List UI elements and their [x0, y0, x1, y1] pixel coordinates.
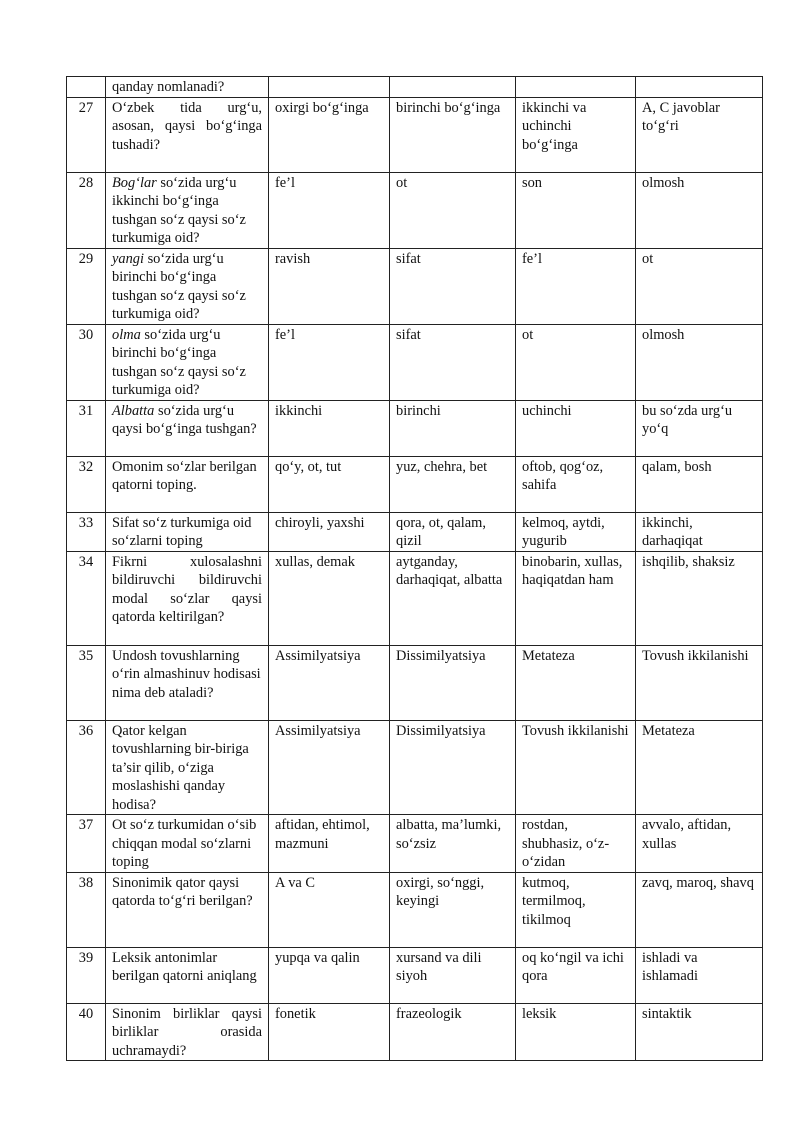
answer-d: ishqilib, shaksiz — [636, 551, 763, 645]
answer-b: oxirgi, so‘nggi, keyingi — [390, 872, 516, 947]
question-body: qanday nomlanadi? — [112, 79, 225, 95]
question-text — [106, 456, 269, 512]
question-body: O‘zbek tida urg‘u, asosan, qaysi bo‘g‘inga tushadi? — [112, 99, 262, 153]
answer-d: bu so‘zda urg‘u yo‘q — [636, 400, 763, 456]
answer-d: Tovush ikkilanishi — [636, 645, 763, 720]
table-row — [67, 947, 763, 1003]
answer-c: fe’l — [516, 248, 636, 324]
question-body: Sifat so‘z turkumiga oid so‘zlarni toping — [112, 514, 252, 549]
answer-a: aftidan, ehtimol, mazmuni — [269, 815, 390, 873]
answer-a: A va C — [269, 872, 390, 947]
answer-b: sifat — [390, 248, 516, 324]
question-number: 27 — [67, 97, 106, 172]
question-text — [106, 720, 269, 815]
answer-d: olmosh — [636, 324, 763, 400]
answer-d: sintaktik — [636, 1003, 763, 1061]
answer-a: xullas, demak — [269, 551, 390, 645]
answer-c: ikkinchi va uchinchi bo‘g‘inga — [516, 97, 636, 172]
table-row — [67, 324, 763, 400]
question-body: Sinonim birliklar qaysi birliklar orasida uchramaydi? — [112, 1005, 262, 1059]
answer-c: oftob, qog‘oz, sahifa — [516, 456, 636, 512]
question-body: Fikrni xulosalashni bildiruvchi bildiruvchi modal so‘zlar qaysi qatorda keltirilgan? — [112, 553, 262, 625]
table-row — [67, 97, 763, 172]
answer-d: olmosh — [636, 172, 763, 248]
answer-b: frazeologik — [390, 1003, 516, 1061]
answer-d — [636, 77, 763, 98]
question-number — [67, 77, 106, 98]
question-number: 39 — [67, 947, 106, 1003]
answer-a: fe’l — [269, 172, 390, 248]
table-row — [67, 400, 763, 456]
answer-b: aytganday, darhaqiqat, albatta — [390, 551, 516, 645]
question-body: Ot so‘z turkumidan o‘sib chiqqan modal so‘zlarni toping — [112, 817, 257, 870]
question-keyword: olma — [112, 326, 141, 343]
answer-c: Metateza — [516, 645, 636, 720]
question-number: 36 — [67, 720, 106, 815]
question-body: Qator kelgan tovushlarning bir-biriga ta’sir qilib, o‘ziga moslashishi qanday hodisa? — [112, 722, 249, 813]
answer-c: uchinchi — [516, 400, 636, 456]
question-number: 32 — [67, 456, 106, 512]
answer-c: leksik — [516, 1003, 636, 1061]
table-row — [67, 77, 763, 98]
answer-a: qo‘y, ot, tut — [269, 456, 390, 512]
answer-d: ishladi va ishlamadi — [636, 947, 763, 1003]
answer-a — [269, 77, 390, 98]
table-row — [67, 512, 763, 551]
answer-a: ravish — [269, 248, 390, 324]
table-row — [67, 872, 763, 947]
quiz-table — [66, 76, 763, 1061]
answer-c — [516, 77, 636, 98]
answer-c: ot — [516, 324, 636, 400]
answer-b: qora, ot, qalam, qizil — [390, 512, 516, 551]
answer-b: xursand va dili siyoh — [390, 947, 516, 1003]
question-body: Leksik antonimlar berilgan qatorni aniqlang — [112, 949, 257, 984]
table-row — [67, 456, 763, 512]
question-body: Sinonimik qator qaysi qatorda to‘g‘ri berilgan? — [112, 874, 253, 909]
question-text — [106, 324, 269, 400]
question-body: Omonim so‘zlar berilgan qatorni toping. — [112, 458, 257, 493]
question-number: 30 — [67, 324, 106, 400]
answer-a: yupqa va qalin — [269, 947, 390, 1003]
answer-a: fe’l — [269, 324, 390, 400]
question-body: so‘zida urg‘u birinchi bo‘g‘inga tushgan so‘z qaysi so‘z turkumiga oid? — [112, 326, 246, 398]
question-text — [106, 512, 269, 551]
answer-a: oxirgi bo‘g‘inga — [269, 97, 390, 172]
question-text — [106, 947, 269, 1003]
question-keyword: yangi — [112, 250, 144, 267]
question-number: 38 — [67, 872, 106, 947]
answer-d: qalam, bosh — [636, 456, 763, 512]
answer-c: Tovush ikkilanishi — [516, 720, 636, 815]
question-keyword: Bog‘lar — [112, 174, 157, 191]
question-number: 34 — [67, 551, 106, 645]
answer-d: ikkinchi, darhaqiqat — [636, 512, 763, 551]
question-body: Undosh tovushlarning o‘rin almashinuv hodisasi nima deb ataladi? — [112, 647, 261, 701]
question-text — [106, 1003, 269, 1061]
answer-d: zavq, maroq, shavq — [636, 872, 763, 947]
question-number: 40 — [67, 1003, 106, 1061]
question-number: 29 — [67, 248, 106, 324]
answer-c: kelmoq, aytdi, yugurib — [516, 512, 636, 551]
question-number: 28 — [67, 172, 106, 248]
answer-b: Dissimilyatsiya — [390, 720, 516, 815]
table-row — [67, 815, 763, 873]
question-number: 35 — [67, 645, 106, 720]
question-body: so‘zida urg‘u birinchi bo‘g‘inga tushgan so‘z qaysi so‘z turkumiga oid? — [112, 250, 246, 322]
question-text — [106, 172, 269, 248]
question-text — [106, 872, 269, 947]
answer-b: sifat — [390, 324, 516, 400]
table-row — [67, 248, 763, 324]
answer-a: ikkinchi — [269, 400, 390, 456]
answer-b: yuz, chehra, bet — [390, 456, 516, 512]
answer-d: ot — [636, 248, 763, 324]
answer-c: kutmoq, termilmoq, tikilmoq — [516, 872, 636, 947]
answer-c: binobarin, xullas, haqiqatdan ham — [516, 551, 636, 645]
answer-b: birinchi bo‘g‘inga — [390, 97, 516, 172]
question-body: so‘zida urg‘u qaysi bo‘g‘inga tushgan? — [112, 402, 257, 437]
question-keyword: Albatta — [112, 402, 155, 419]
answer-b: albatta, ma’lumki, so‘zsiz — [390, 815, 516, 873]
question-text — [106, 248, 269, 324]
table-row — [67, 172, 763, 248]
answer-a: Assimilyatsiya — [269, 645, 390, 720]
table-row — [67, 1003, 763, 1061]
table-row — [67, 551, 763, 645]
answer-b: Dissimilyatsiya — [390, 645, 516, 720]
answer-c: oq ko‘ngil va ichi qora — [516, 947, 636, 1003]
question-text — [106, 97, 269, 172]
answer-c: son — [516, 172, 636, 248]
question-body: so‘zida urg‘u ikkinchi bo‘g‘inga tushgan so‘z qaysi so‘z turkumiga oid? — [112, 174, 246, 246]
answer-d: A, C javoblar to‘g‘ri — [636, 97, 763, 172]
question-number: 33 — [67, 512, 106, 551]
question-text — [106, 551, 269, 645]
answer-a: Assimilyatsiya — [269, 720, 390, 815]
answer-d: avvalo, aftidan, xullas — [636, 815, 763, 873]
answer-c: rostdan, shubhasiz, o‘z-o‘zidan — [516, 815, 636, 873]
question-number: 37 — [67, 815, 106, 873]
answer-a: fonetik — [269, 1003, 390, 1061]
question-text — [106, 815, 269, 873]
answer-b — [390, 77, 516, 98]
table-row — [67, 720, 763, 815]
answer-a: chiroyli, yaxshi — [269, 512, 390, 551]
question-text — [106, 77, 269, 98]
question-text — [106, 400, 269, 456]
answer-b: birinchi — [390, 400, 516, 456]
answer-d: Metateza — [636, 720, 763, 815]
question-text — [106, 645, 269, 720]
table-row — [67, 645, 763, 720]
question-number: 31 — [67, 400, 106, 456]
answer-b: ot — [390, 172, 516, 248]
